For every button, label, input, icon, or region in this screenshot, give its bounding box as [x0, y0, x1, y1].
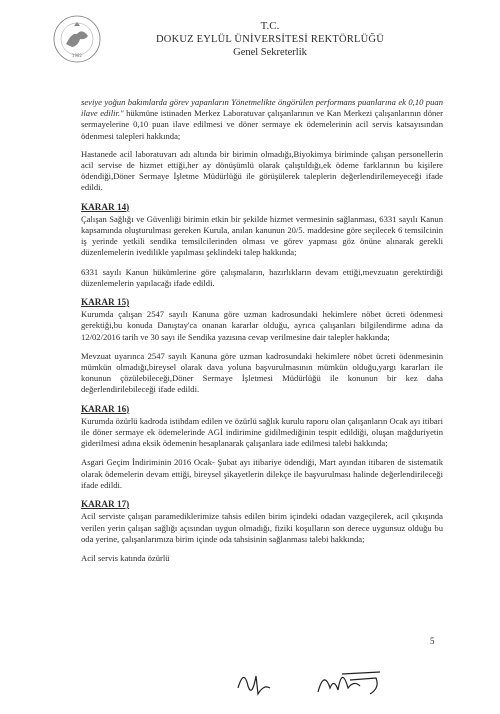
svg-text:1982: 1982: [71, 53, 83, 58]
signatures: [230, 658, 400, 706]
decision-title: KARAR 16): [81, 403, 130, 414]
decision-title: KARAR 15): [81, 297, 130, 308]
decision-request: Çalışan Sağlığı ve Güvenliği birimin etkin bir şekilde hizmet vermesinin sağlanması, 6331 sayılı Kanun kapsamında oluşturulması gereken Kurula, anılan kanunun 20/5. maddesine göre seçilecek 6 temsilcinin iş yerinde yetkili sendika temsilcilerinden olması ve görev yapması göz önüne alınarak gerekli düzenlemelerin ivedilikle yapılması şeklindeki talep hakkında;: [81, 213, 443, 258]
page-number: 5: [430, 636, 435, 646]
decision-text: 6331 sayılı Kanun hükümlerine göre çalışmaların, hazırlıkların devam ettiği,mevzuatın gerektirdiği düzenlemelerin yapılacağı ifade edildi.: [81, 266, 443, 288]
decision-request: Acil serviste çalışan paramediklerimize tahsis edilen birim içindeki odadan vazgeçilerek, acil çıkışında verilen yerin çalışan sağlığı açısından uygun olmadığı, fiziki koşulların son derece uygunsuz olduğu bu oda yerine, çalışanlarımıza birim içinde oda tahsisinin sağlanması talebi hakkında;: [81, 511, 443, 544]
letterhead: [120, 20, 420, 59]
decision-text: Acil servis katında özürlü: [81, 552, 170, 563]
letterhead-department: Genel Sekreterlik: [233, 47, 307, 58]
intro-quote: seviye yoğun bakımlarda görev yapanların Yönetmelikte öngörülen performans puanlarına ek 0,10 puan ilave edilir.": [81, 97, 443, 119]
decision-text: Mevzuat uyarınca 2547 sayılı Kanuna göre uzman kadrosundaki hekimlere nöbet ücreti ödenmesinin mümkün olmadığı,bireysel olarak dava yoluna başvurulmasının mümkün olduğu,yargı kararları ile konunun çözülebileceği,Döner Sermaye İşletmesi Müdürlüğü ile konunun bir kez daha değerlendirilebileceği ifade edildi.: [81, 350, 443, 395]
intro-decision: Hastanede acil laboratuvarı adı altında bir birimin olmadığı,Biyokimya biriminde çalışan personellerin acil servise de hizmet ettiği,her ay dönüşümlü olarak çalıştıldığı,ek ödeme farklarının bu kişilere ödendiği,Döner Sermaye İşletme Müdürlüğü ile görüşülerek taleplerin değerlendirilemeyeceği ifade edildi.: [81, 148, 443, 193]
signature-right: [318, 672, 380, 694]
decision-request: Kurumda çalışan 2547 sayılı Kanuna göre uzman kadrosundaki hekimlere nöbet ücreti ödenmesi gerektiği,bu konuda Danıştay'ca onanan kararlar olduğu, ayrıca çalışanları bilgilendirme adına da 12/02/2016 tarih ve 30 sayı ile Sendika yazısına cevap verilmesine dair talepler hakkında;: [81, 309, 443, 342]
decision-title: KARAR 14): [81, 201, 130, 212]
intro-paragraph: [81, 97, 443, 142]
university-seal-icon: [52, 14, 102, 64]
intro-request: hükmüne istinaden Merkez Laboratuvar çalışanlarının ve Kan Merkezi çalışanlarının döner sermayelerine 0,10 puan ilave edilmesi ve döner sermaye ek ödemelerinin acil servis katsayısından ödenmesi talepleri hakkında;: [81, 108, 443, 141]
document-body: [81, 97, 443, 572]
letterhead-tc: T.C.: [260, 20, 280, 32]
decision-title: KARAR 17): [81, 499, 130, 510]
decision-text: Asgari Geçim İndiriminin 2016 Ocak- Şubat ayı itibariye ödendiği, Mart ayından itibaren de sistematik olarak ödemelerin devam ettiği, bireysel şikayetlerin dilekçe ile başvurulması halinde değerlendirileceği ifade edildi.: [81, 457, 443, 490]
decision-request: Kurumda özürlü kadroda istihdam edilen ve özürlü sağlık kurulu raporu olan çalışanların Ocak ayı itibari ile döner sermaye ek ödemelerinde AGİ indirimine gidilmediğinin tespit edildiği, oluşan mağduriyetin giderilmesi adına eksik ödemenin hesaplanarak çalışanlara iade edilmesi talebi hakkında;: [81, 415, 443, 449]
signature-left: [238, 676, 270, 694]
letterhead-university: DOKUZ EYLÜL ÜNİVERSİTESİ REKTÖRLÜĞÜ: [156, 34, 384, 45]
